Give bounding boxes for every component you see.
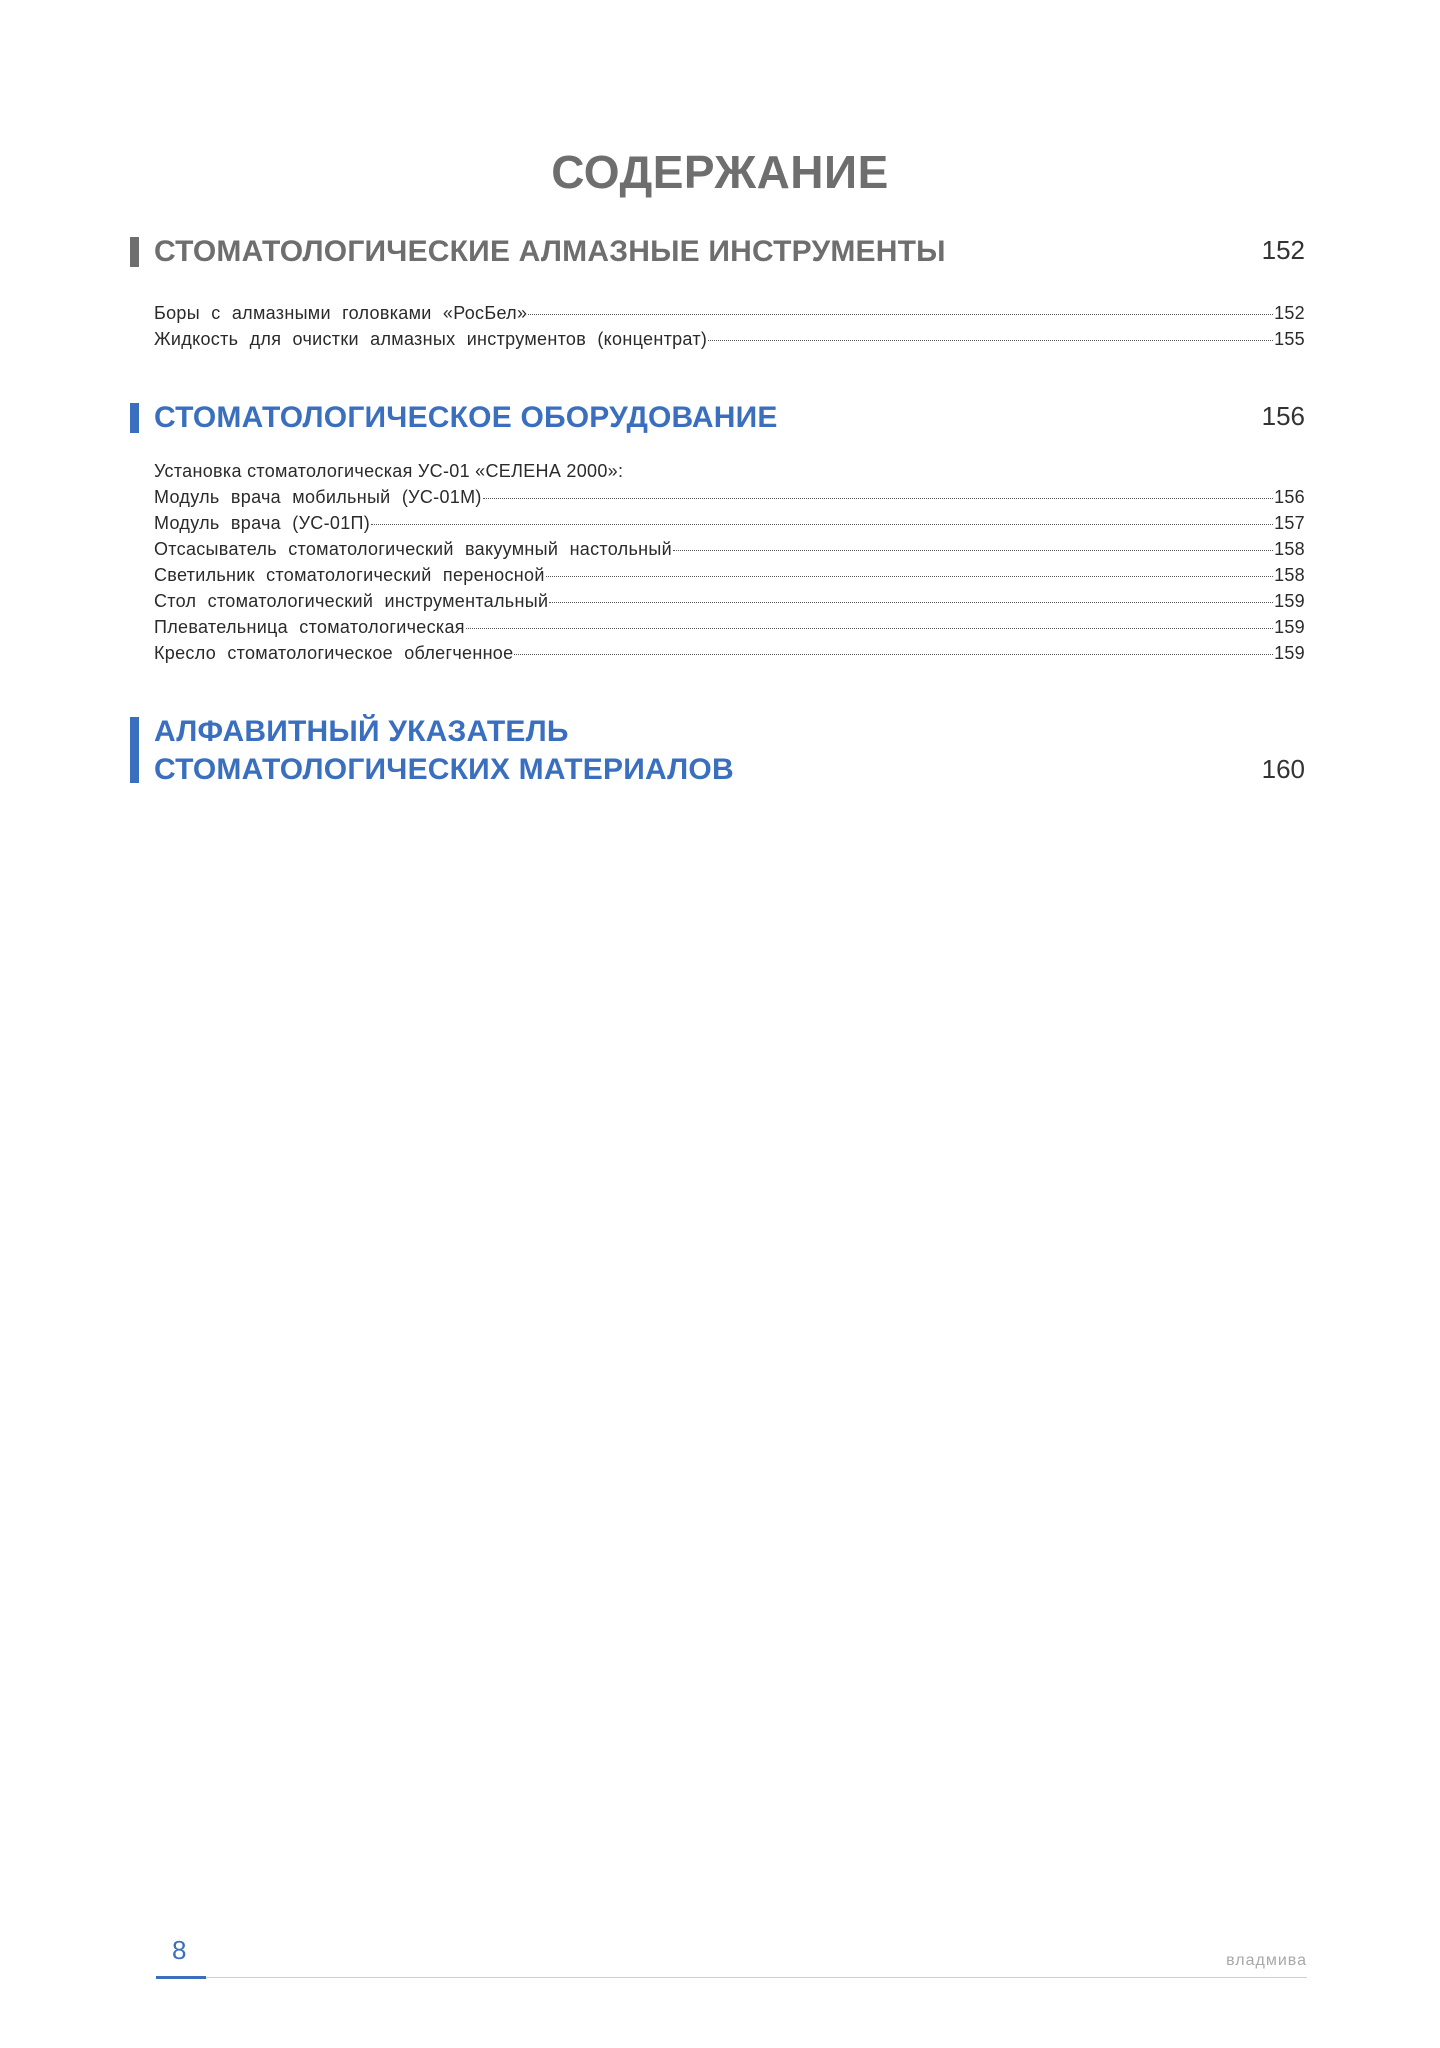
toc-entry-label: Модуль врача мобильный (УС-01М) [154, 487, 482, 507]
section-title [154, 713, 1305, 789]
dot-leader [371, 524, 1273, 525]
toc-entry[interactable] [154, 303, 1305, 329]
toc-entry-page: 159 [1274, 643, 1305, 663]
page-title: СОДЕРЖАНИЕ [551, 146, 889, 198]
toc-entry-page: 158 [1274, 565, 1305, 585]
toc-entry-page: 156 [1274, 487, 1305, 507]
entry-list [154, 303, 1305, 355]
dot-leader [546, 576, 1273, 577]
toc-entry-label: Жидкость для очистки алмазных инструментов (концентрат) [154, 329, 708, 349]
toc-entry-label: Отсасыватель стоматологический вакуумный настольный [154, 539, 672, 559]
toc-entry-page: 152 [1274, 303, 1305, 323]
toc-entry-label: Кресло стоматологическое облегченное [154, 643, 514, 663]
toc-entry-page: 159 [1274, 591, 1305, 611]
footer-page-number: 8 [172, 1935, 187, 1965]
dot-leader [528, 314, 1273, 315]
section-title [154, 233, 1305, 271]
dot-leader [549, 602, 1273, 603]
toc-entry[interactable] [154, 591, 1305, 617]
toc-entry-page: 159 [1274, 617, 1305, 637]
toc-entry[interactable] [154, 513, 1305, 539]
toc-entry-page: 157 [1274, 513, 1305, 533]
section-marker [130, 237, 139, 267]
dot-leader [466, 628, 1273, 629]
section-page[interactable]: 160 [1261, 754, 1305, 784]
toc-entry[interactable] [154, 329, 1305, 355]
footer-accent-line [156, 1976, 206, 1979]
toc-section-equipment [130, 399, 1305, 669]
section-header [130, 399, 1305, 437]
section-marker [130, 717, 139, 783]
toc-section-materials-index [130, 713, 1305, 789]
section-title-line: СТОМАТОЛОГИЧЕСКОЕ ОБОРУДОВАНИЕ [154, 401, 778, 434]
dot-leader [673, 550, 1273, 551]
toc-entry[interactable] [154, 565, 1305, 591]
dot-leader [514, 654, 1273, 655]
toc-entry-page: 155 [1274, 329, 1305, 349]
entry-list [154, 461, 1305, 669]
toc-entry[interactable] [154, 487, 1305, 513]
toc-entry-label: Стол стоматологический инструментальный [154, 591, 549, 611]
toc-entry-label: Модуль врача (УС-01П) [154, 513, 371, 533]
section-title [154, 399, 1305, 437]
toc-group-intro: Установка стоматологическая УС-01 «СЕЛЕНА 2000»: [154, 461, 624, 481]
section-header [130, 233, 1305, 271]
toc-section-diamond-instruments [130, 233, 1305, 355]
section-header [130, 713, 1305, 789]
section-title-line: АЛФАВИТНЫЙ УКАЗАТЕЛЬ [154, 715, 569, 748]
toc-entry-label: Светильник стоматологический переносной [154, 565, 545, 585]
toc-entry[interactable] [154, 643, 1305, 669]
footer-rule [206, 1977, 1307, 1978]
dot-leader [483, 498, 1273, 499]
toc-entry-page: 158 [1274, 539, 1305, 559]
toc-entry-label: Плевательница стоматологическая [154, 617, 465, 637]
footer-brand: владмива [1226, 1952, 1307, 1969]
toc-entry[interactable] [154, 617, 1305, 643]
section-title-line: СТОМАТОЛОГИЧЕСКИХ МАТЕРИАЛОВ [154, 753, 734, 786]
section-page[interactable]: 156 [1261, 401, 1305, 431]
section-page[interactable]: 152 [1261, 235, 1305, 265]
toc-entry[interactable] [154, 539, 1305, 565]
toc-entry-label: Боры с алмазными головками «РосБел» [154, 303, 528, 323]
section-marker [130, 403, 139, 433]
section-title-line: СТОМАТОЛОГИЧЕСКИЕ АЛМАЗНЫЕ ИНСТРУМЕНТЫ [154, 235, 946, 268]
dot-leader [708, 340, 1273, 341]
